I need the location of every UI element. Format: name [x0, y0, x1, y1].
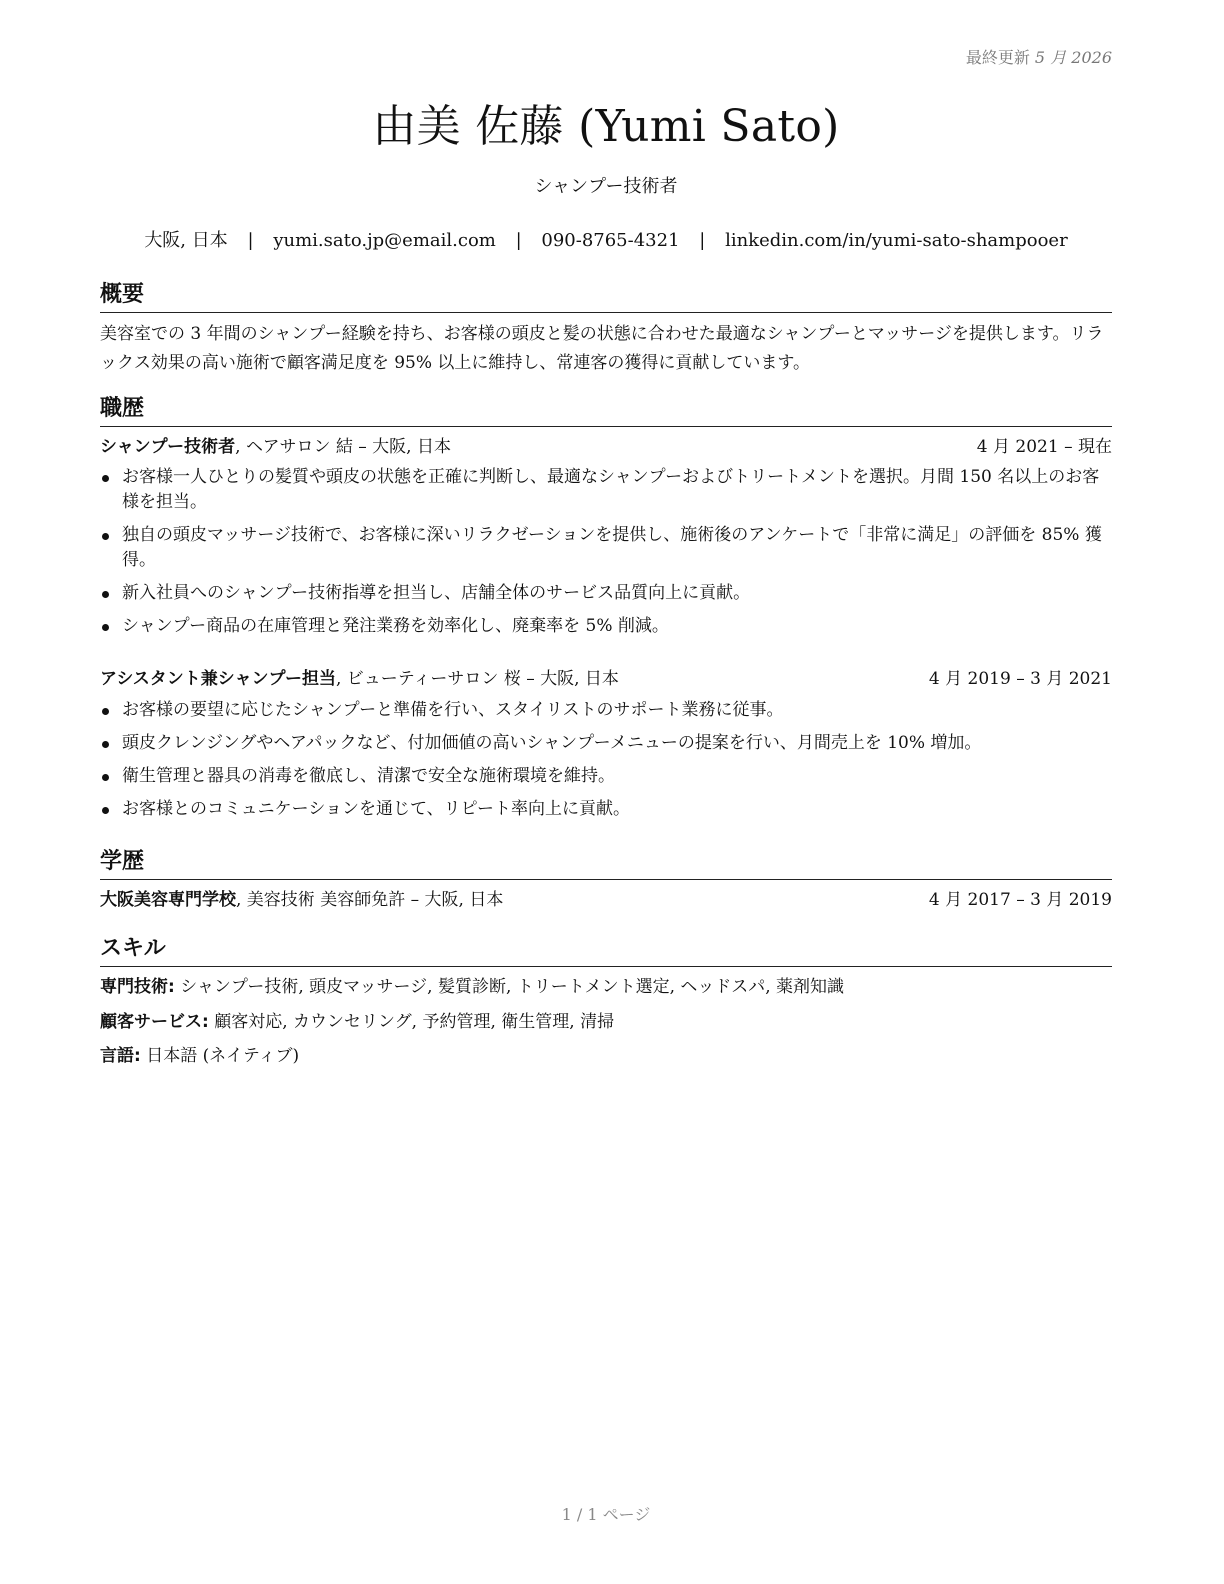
bullet-text: 独自の頭皮マッサージ技術で、お客様に深いリラクゼーションを提供し、施術後のアンケートで「非常に満足」の評価を 85% 獲得。	[122, 525, 1102, 570]
job-entry-header	[100, 434, 1112, 460]
bullet-text: お客様とのコミュニケーションを通じて、リピート率向上に貢献。	[122, 799, 630, 819]
contact-separator: |	[515, 230, 522, 251]
list-item	[100, 465, 1112, 515]
contact-separator: |	[247, 230, 254, 251]
bullet-text: シャンプー商品の在庫管理と発注業務を効率化し、廃棄率を 5% 削減。	[122, 616, 669, 636]
bullet-icon	[102, 807, 109, 814]
resume-page	[100, 0, 1112, 1584]
contact-phone: 090-8765-4321	[541, 230, 680, 251]
bullet-icon	[102, 741, 109, 748]
skill-line	[100, 1009, 1112, 1035]
job-dates: 4 月 2021 – 現在	[976, 437, 1112, 457]
section-heading-summary: 概要	[100, 277, 1112, 313]
job-entry-title	[100, 669, 619, 689]
resume-name: 由美 佐藤 (Yumi Sato)	[372, 101, 840, 152]
contact-linkedin[interactable]: linkedin.com/in/yumi-sato-shampooer	[725, 230, 1068, 251]
section-heading-experience: 職歴	[100, 391, 1112, 427]
bullet-icon	[102, 591, 109, 598]
skill-value: シャンプー技術, 頭皮マッサージ, 髪質診断, トリートメント選定, ヘッドスパ, 薬剤知識	[174, 977, 845, 997]
job-role: アシスタント兼シャンプー担当	[100, 669, 336, 689]
skill-label: 専門技術:	[100, 977, 175, 997]
job-organization: , ビューティーサロン 桜 – 大阪, 日本	[335, 669, 619, 689]
bullet-text: お客様一人ひとりの髪質や頭皮の状態を正確に判断し、最適なシャンプーおよびトリートメントを選択。月間 150 名以上のお客様を担当。	[122, 467, 1100, 512]
page-number: 1 / 1 ページ	[561, 1505, 651, 1524]
skill-value: 日本語 (ネイティブ)	[140, 1046, 300, 1066]
list-item	[100, 764, 1112, 789]
resume-job-title: シャンプー技術者	[534, 176, 678, 197]
summary-text: 美容室での 3 年間のシャンプー経験を持ち、お客様の頭皮と髪の状態に合わせた最適なシャンプーとマッサージを提供します。リラックス効果の高い施術で顧客満足度を 95% 以上に維持し、常連客の獲得に貢献しています。	[100, 324, 1104, 373]
skill-label: 顧客サービス:	[100, 1012, 209, 1032]
skill-label: 言語:	[100, 1046, 141, 1066]
bullet-icon	[102, 475, 109, 482]
skill-line	[100, 974, 1112, 1000]
last-updated-label: 最終更新	[965, 48, 1030, 67]
contact-location: 大阪, 日本	[144, 230, 228, 251]
skill-value: 顧客対応, カウンセリング, 予約管理, 衛生管理, 清掃	[208, 1012, 615, 1032]
education-school: 大阪美容専門学校	[100, 890, 236, 910]
list-item	[100, 614, 1112, 639]
last-updated	[966, 45, 1112, 68]
bullet-text: 頭皮クレンジングやヘアパックなど、付加価値の高いシャンプーメニューの提案を行い、月間売上を 10% 増加。	[122, 733, 982, 753]
job-entry-title	[100, 437, 451, 457]
bullet-text: お客様の要望に応じたシャンプーと準備を行い、スタイリストのサポート業務に従事。	[122, 700, 784, 720]
contact-line	[100, 226, 1112, 252]
education-detail: , 美容技術 美容師免許 – 大阪, 日本	[236, 890, 504, 910]
job-role: シャンプー技術者	[100, 437, 236, 457]
list-item	[100, 581, 1112, 606]
bullet-icon	[102, 774, 109, 781]
education-entry	[100, 887, 1112, 913]
bullet-icon	[102, 533, 109, 540]
contact-email[interactable]: yumi.sato.jp@email.com	[273, 230, 496, 251]
bullet-text: 新入社員へのシャンプー技術指導を担当し、店舗全体のサービス品質向上に貢献。	[122, 583, 751, 603]
job-entry-header	[100, 666, 1112, 692]
bullet-text: 衛生管理と器具の消毒を徹底し、清潔で安全な施術環境を維持。	[122, 766, 615, 786]
education-entry-title	[100, 890, 503, 910]
skill-line	[100, 1043, 1112, 1069]
job-bullets	[100, 698, 1112, 830]
contact-separator: |	[699, 230, 706, 251]
list-item	[100, 523, 1112, 573]
job-bullets	[100, 465, 1112, 647]
job-dates: 4 月 2019 – 3 月 2021	[928, 669, 1112, 689]
list-item	[100, 731, 1112, 756]
list-item	[100, 797, 1112, 822]
list-item	[100, 698, 1112, 723]
section-heading-education: 学歴	[100, 844, 1112, 880]
last-updated-date: 5 月 2026	[1034, 48, 1112, 67]
bullet-icon	[102, 708, 109, 715]
job-organization: , ヘアサロン 結 – 大阪, 日本	[235, 437, 451, 457]
section-heading-skills: スキル	[100, 931, 1112, 967]
bullet-icon	[102, 624, 109, 631]
education-dates: 4 月 2017 – 3 月 2019	[928, 890, 1112, 910]
